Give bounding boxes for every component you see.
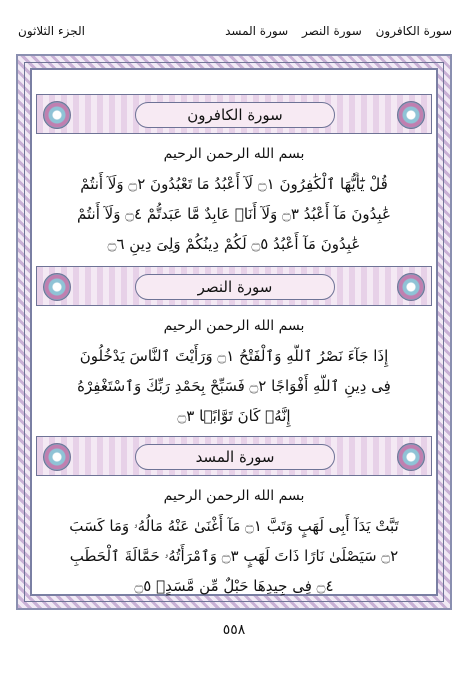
- verse-line: تَبَّتْ يَدَآ أَبِى لَهَبٍ وَتَبَّ ۝١ مَآ أَغْنَىٰ عَنْهُ مَالُهُۥ وَمَا كَسَبَ: [69, 517, 399, 535]
- verse-line: عَٰبِدُونَ مَآ أَعْبُدُ ۝٣ وَلَآ أَنَا۠ عَابِدٌ مَّا عَبَدتُّمْ ۝٤ وَلَآ أَنتُمْ: [77, 205, 391, 223]
- header-surah-name: سورة الكافرون: [375, 24, 452, 38]
- verse-line: ۝٢ سَيَصْلَىٰ نَارًا ذَاتَ لَهَبٍ ۝٣ وَٱمْرَأَتُهُۥ حَمَّالَةَ ٱلْحَطَبِ: [69, 547, 399, 565]
- rosette-ornament-icon: [43, 273, 71, 301]
- surah-title-banner: [36, 94, 432, 134]
- rosette-ornament-icon: [397, 443, 425, 471]
- rosette-ornament-icon: [397, 273, 425, 301]
- verse-line: عَٰبِدُونَ مَآ أَعْبُدُ ۝٥ لَكُمْ دِينُكُمْ وَلِىَ دِينِ ۝٦: [107, 235, 361, 253]
- running-header-surahs: [215, 24, 452, 46]
- surah-title-banner: [36, 436, 432, 476]
- header-surah-name: سورة النصر: [301, 24, 362, 38]
- basmala: بسم الله الرحمن الرحيم: [163, 146, 305, 162]
- page-number: ٥٥٨: [222, 622, 246, 638]
- basmala: بسم الله الرحمن الرحيم: [163, 488, 305, 504]
- surah-title: سورة النصر: [135, 274, 335, 300]
- basmala: بسم الله الرحمن الرحيم: [163, 318, 305, 334]
- rosette-ornament-icon: [397, 101, 425, 129]
- rosette-ornament-icon: [43, 443, 71, 471]
- rosette-ornament-icon: [43, 101, 71, 129]
- surah-title-banner: [36, 266, 432, 306]
- verse-line: فِى دِينِ ٱللَّهِ أَفْوَاجًا ۝٢ فَسَبِّحْ بِحَمْدِ رَبِّكَ وَٱسْتَغْفِرْهُ: [77, 377, 391, 395]
- verse-line: قُلْ يَٰٓأَيُّهَا ٱلْكَٰفِرُونَ ۝١ لَآ أَعْبُدُ مَا تَعْبُدُونَ ۝٢ وَلَآ أَنتُمْ: [80, 175, 388, 193]
- running-header-juz: الجزء الثلاثون: [18, 24, 85, 38]
- verse-line: إِنَّهُۥ كَانَ تَوَّابًۢا ۝٣: [177, 407, 291, 425]
- surah-title: سورة المسد: [135, 444, 335, 470]
- surah-title: سورة الكافرون: [135, 102, 335, 128]
- verse-line: إِذَا جَآءَ نَصْرُ ٱللَّهِ وَٱلْفَتْحُ ۝١ وَرَأَيْتَ ٱلنَّاسَ يَدْخُلُونَ: [79, 347, 389, 365]
- verse-line: ۝٤ فِى جِيدِهَا حَبْلٌ مِّن مَّسَدٍۭ ۝٥: [134, 577, 334, 595]
- header-surah-name: سورة المسد: [225, 24, 289, 38]
